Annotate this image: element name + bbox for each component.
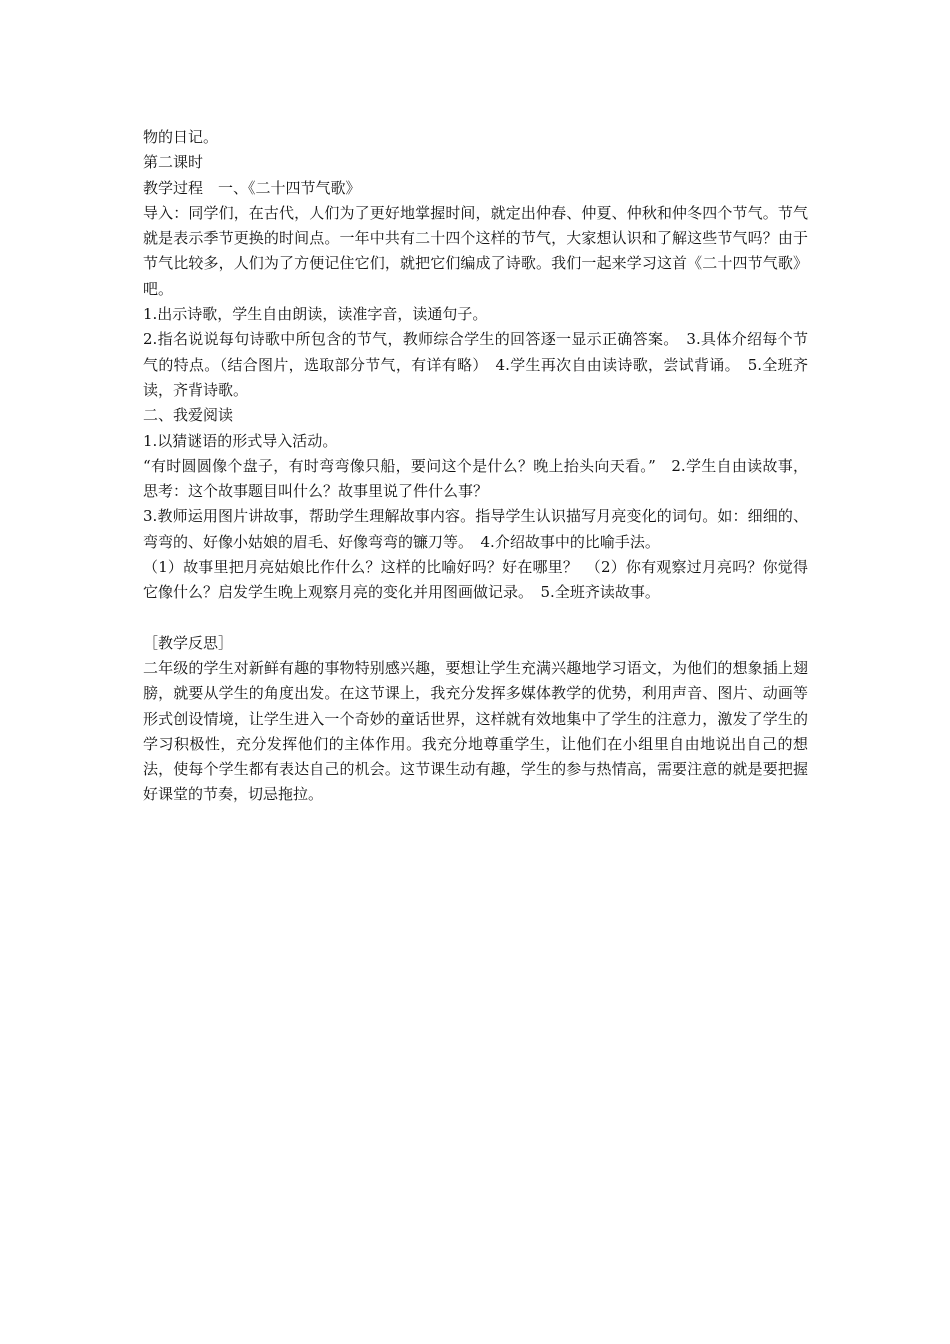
lesson-title: 第二课时 (143, 153, 204, 172)
paragraph-gap (143, 606, 808, 631)
step-1: 1.出示诗歌，学生自由朗读，读准字音，读通句子。 (143, 305, 488, 324)
steps-2-to-5: 2.指名说说每句诗歌中所包含的节气，教师综合学生的回答逐一显示正确答案。 3.具体介绍每个节气的特点。（结合图片，选取部分节气，有详有略） 4.学生再次自由读诗歌，尝试背诵。 5.全班齐读，齐背诗歌。 (143, 330, 808, 399)
section-2-heading: 二、我爱阅读 (143, 406, 234, 425)
section-2-step-3: 3.教师运用图片讲故事，帮助学生理解故事内容。指导学生认识描写月亮变化的词句。如：细细的、弯弯的、好像小姑娘的眉毛、好像弯弯的镰刀等。 4.介绍故事中的比喻手法。 (143, 507, 808, 551)
section-2-questions: （1）故事里把月亮姑娘比作什么？这样的比喻好吗？好在哪里？ （2）你有观察过月亮吗？你觉得它像什么？启发学生晚上观察月亮的变化并用图画做记录。 5.全班齐读故事。 (143, 558, 808, 602)
document-body (143, 125, 808, 808)
section-2-step-1: 1.以猜谜语的形式导入活动。 (143, 431, 338, 450)
intro-paragraph: 导入：同学们，在古代，人们为了更好地掌握时间，就定出仲春、仲夏、仲秋和仲冬四个节气。节气就是表示季节更换的时间点。一年中共有二十四个这样的节气，大家想认识和了解这些节气吗？由于节气比较多，人们为了方便记住它们，就把它们编成了诗歌。我们一起来学习这首《二十四节气歌》吧。 (143, 203, 808, 298)
previous-line-continuation: 物的日记。 (143, 128, 219, 146)
riddle-paragraph: “有时圆圆像个盘子，有时弯弯像只船，要问这个是什么？晚上抬头向天看。” 2.学生自由读故事，思考：这个故事题目叫什么？故事里说了件什么事？ (143, 456, 808, 501)
reflection-heading: ［教学反思］ (143, 633, 234, 652)
process-heading: 教学过程 一、《二十四节气歌》 (143, 178, 361, 197)
reflection-body: 二年级的学生对新鲜有趣的事物特别感兴趣，要想让学生充满兴趣地学习语文，为他们的想象插上翅膀，就要从学生的角度出发。在这节课上，我充分发挥多媒体教学的优势，利用声音、图片、动画等形式创设情境，让学生进入一个奇妙的童话世界，这样就有效地集中了学生的注意力，激发了学生的学习积极性，充分发挥他们的主体作用。我充分地尊重学生，让他们在小组里自由地说出自己的想法，使每个学生都有表达自己的机会。这节课生动有趣，学生的参与热情高，需要注意的就是要把握好课堂的节奏，切忌拖拉。 (143, 658, 808, 804)
